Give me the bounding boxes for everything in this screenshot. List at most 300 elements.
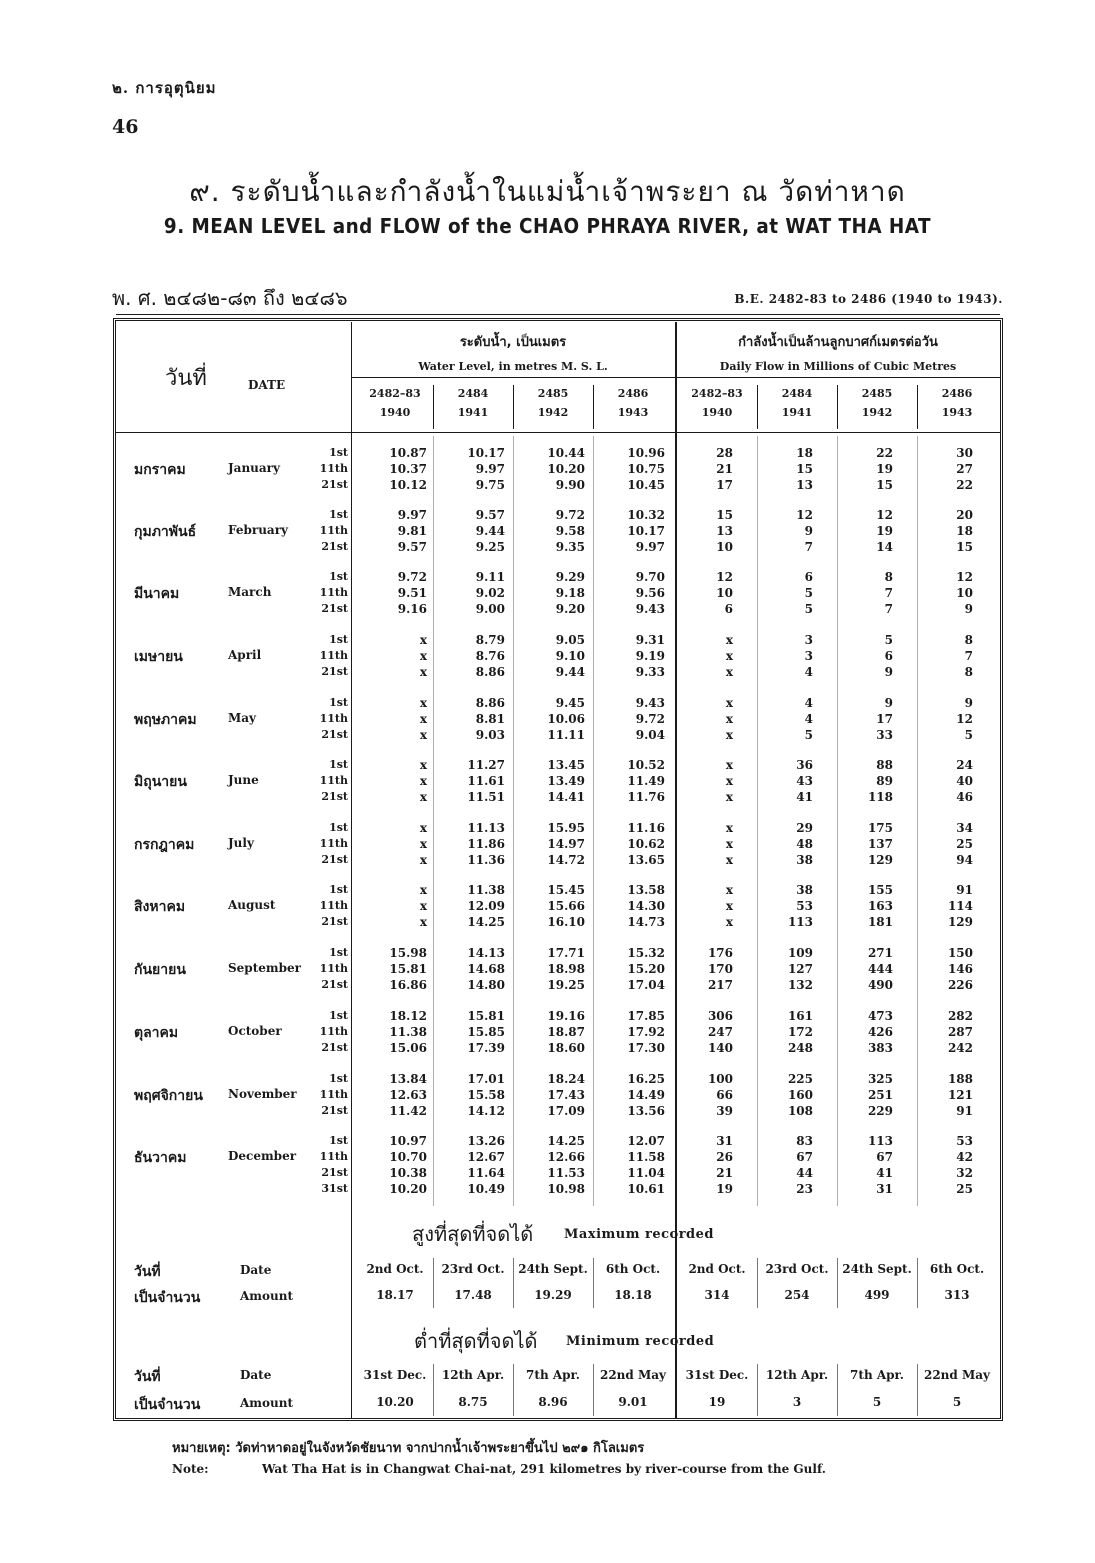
flow-value: 10 [716, 540, 733, 554]
level-value: 9.33 [635, 665, 665, 679]
flow-value: 83 [796, 1134, 813, 1148]
flow-value: 15 [716, 508, 733, 522]
running-head: ๒. การอุตุนิยม [112, 79, 217, 97]
maximum-flow-amount: 313 [944, 1288, 970, 1302]
maximum-flow-date: 6th Oct. [929, 1262, 985, 1276]
level-value: 10.06 [547, 712, 585, 726]
maximum-flow-date: 2nd Oct. [688, 1262, 746, 1276]
level-value: 10.32 [627, 508, 665, 522]
flow-header-en: Daily Flow in Millions of Cubic Metres [719, 360, 957, 373]
flow-value: 30 [956, 446, 973, 460]
level-value: 9.75 [475, 478, 505, 492]
flow-value: 66 [716, 1088, 733, 1102]
level-value: 15.20 [627, 962, 665, 976]
flow-value: 25 [956, 837, 973, 851]
flow-value: 41 [876, 1166, 893, 1180]
level-value: 10.75 [627, 462, 665, 476]
flow-value: 172 [787, 1025, 813, 1039]
level-value: 9.51 [397, 586, 427, 600]
flow-value: 31 [716, 1134, 733, 1148]
flow-value: 21 [716, 462, 733, 476]
flow-value: 20 [956, 508, 973, 522]
level-value: 9.43 [635, 602, 665, 616]
level-year-ce-header: 1941 [457, 406, 489, 419]
level-value: 16.25 [627, 1072, 665, 1086]
level-value: x [419, 649, 427, 663]
title-thai: ๙. ระดับน้ำและกำลังน้ำในแม่น้ำเจ้าพระยา ณ วัดท่าหาด [189, 175, 906, 208]
minimum-flow-amount: 3 [792, 1395, 802, 1409]
flow-value: 24 [956, 758, 973, 772]
flow-value: 4 [804, 712, 813, 726]
flow-year-be-header: 2482–83 [691, 387, 743, 400]
minimum-title-thai: ต่ำที่สุดที่จดได้ [414, 1329, 538, 1353]
level-value: 9.16 [397, 602, 427, 616]
month-name-thai: สิงหาคม [134, 899, 186, 915]
day-label: 11th [319, 462, 348, 475]
level-value: 11.16 [627, 821, 665, 835]
day-label: 11th [319, 712, 348, 725]
flow-value: 39 [716, 1104, 733, 1118]
flow-value: 67 [876, 1150, 893, 1164]
level-value: 9.00 [475, 602, 505, 616]
flow-value: 287 [947, 1025, 973, 1039]
minimum-level-amount: 9.01 [618, 1395, 648, 1409]
flow-value: 91 [956, 883, 973, 897]
level-value: 11.38 [467, 883, 505, 897]
level-value: 14.49 [627, 1088, 665, 1102]
day-label: 1st [329, 1134, 348, 1147]
flow-value: 5 [884, 633, 893, 647]
level-value: 9.57 [475, 508, 505, 522]
month-name-en: August [228, 898, 276, 912]
flow-value: 9 [884, 696, 893, 710]
level-value: 17.01 [467, 1072, 505, 1086]
level-value: 12.67 [467, 1150, 505, 1164]
level-value: 9.31 [635, 633, 665, 647]
flow-value: 28 [716, 446, 733, 460]
level-value: 9.97 [475, 462, 505, 476]
minimum-flow-date: 22nd May [923, 1368, 991, 1382]
level-value: 15.58 [467, 1088, 505, 1102]
flow-value: 161 [787, 1009, 813, 1023]
flow-value: 225 [787, 1072, 813, 1086]
day-label: 21st [321, 665, 348, 678]
flow-value: 137 [867, 837, 893, 851]
flow-value: 27 [956, 462, 973, 476]
level-value: 11.49 [627, 774, 665, 788]
day-label: 11th [319, 837, 348, 850]
flow-value: 32 [956, 1166, 973, 1180]
level-header-en: Water Level, in metres M. S. L. [418, 360, 608, 373]
flow-value: 91 [956, 1104, 973, 1118]
maximum-flow-date: 23rd Oct. [765, 1262, 829, 1276]
maximum-title-en: Maximum recorded [564, 1227, 714, 1242]
minimum-flow-amount: 19 [708, 1395, 726, 1409]
flow-year-ce-header: 1943 [941, 406, 973, 419]
level-value: 10.38 [389, 1166, 427, 1180]
maximum-date-label-thai: วันที่ [134, 1264, 161, 1280]
level-value: 8.86 [475, 665, 505, 679]
flow-value: 94 [956, 853, 973, 867]
flow-value: 226 [947, 978, 973, 992]
level-value: 13.84 [389, 1072, 427, 1086]
level-value: x [419, 899, 427, 913]
minimum-flow-amount: 5 [952, 1395, 962, 1409]
flow-value: x [725, 696, 733, 710]
flow-value: 31 [876, 1182, 893, 1196]
minimum-level-amount: 8.96 [538, 1395, 568, 1409]
minimum-level-date: 22nd May [599, 1368, 667, 1382]
month-name-thai: กันยายน [134, 962, 186, 978]
flow-value: 33 [876, 728, 893, 742]
level-value: 11.36 [467, 853, 505, 867]
level-value: 15.81 [389, 962, 427, 976]
flow-value: 188 [947, 1072, 973, 1086]
flow-year-ce-header: 1940 [701, 406, 733, 419]
day-label: 1st [329, 758, 348, 771]
level-value: 8.76 [475, 649, 505, 663]
flow-value: 4 [804, 665, 813, 679]
month-name-thai: มกราคม [134, 462, 186, 478]
level-value: 9.25 [475, 540, 505, 554]
flow-value: 89 [876, 774, 893, 788]
level-value: 15.98 [389, 946, 427, 960]
month-name-thai: พฤศจิกายน [134, 1088, 203, 1104]
level-value: 9.04 [635, 728, 665, 742]
level-value: 17.71 [547, 946, 585, 960]
level-value: 18.24 [547, 1072, 585, 1086]
level-value: 16.86 [389, 978, 427, 992]
flow-year-ce-header: 1942 [861, 406, 893, 419]
flow-value: 6 [804, 570, 813, 584]
flow-value: x [725, 899, 733, 913]
maximum-level-date: 2nd Oct. [366, 1262, 424, 1276]
level-value: 9.29 [555, 570, 585, 584]
flow-value: 38 [796, 853, 813, 867]
minimum-title-en: Minimum recorded [566, 1334, 715, 1349]
day-label: 1st [329, 508, 348, 521]
flow-value: 53 [956, 1134, 973, 1148]
level-value: 9.44 [475, 524, 505, 538]
level-value: x [419, 853, 427, 867]
level-value: 11.58 [627, 1150, 665, 1164]
level-value: 10.97 [389, 1134, 427, 1148]
minimum-level-date: 7th Apr. [526, 1368, 580, 1382]
level-value: x [419, 915, 427, 929]
flow-value: x [725, 915, 733, 929]
flow-value: 21 [716, 1166, 733, 1180]
maximum-amount-label-thai: เป็นจำนวน [134, 1290, 201, 1306]
flow-value: 15 [796, 462, 813, 476]
level-value: 14.80 [467, 978, 505, 992]
level-value: 9.44 [555, 665, 585, 679]
level-value: x [419, 728, 427, 742]
flow-value: 29 [796, 821, 813, 835]
level-value: 8.79 [475, 633, 505, 647]
day-label: 1st [329, 883, 348, 896]
level-year-be-header: 2482–83 [369, 387, 421, 400]
flow-value: 7 [804, 540, 813, 554]
level-value: 11.86 [467, 837, 505, 851]
month-name-thai: ธันวาคม [134, 1150, 187, 1166]
flow-value: 40 [956, 774, 973, 788]
level-value: 17.43 [547, 1088, 585, 1102]
flow-value: 18 [956, 524, 973, 538]
flow-year-be-header: 2486 [941, 387, 973, 400]
flow-value: 13 [796, 478, 813, 492]
level-value: 17.30 [627, 1041, 665, 1055]
flow-value: 9 [804, 524, 813, 538]
flow-value: x [725, 883, 733, 897]
flow-year-be-header: 2484 [781, 387, 813, 400]
flow-value: 9 [884, 665, 893, 679]
level-value: 18.60 [547, 1041, 585, 1055]
day-label: 21st [321, 602, 348, 615]
maximum-date-label-en: Date [240, 1263, 272, 1277]
level-value: 10.98 [547, 1182, 585, 1196]
level-value: 9.19 [635, 649, 665, 663]
level-value: 17.85 [627, 1009, 665, 1023]
flow-value: 41 [796, 790, 813, 804]
flow-value: 5 [804, 602, 813, 616]
year-divider [757, 385, 758, 429]
year-divider [917, 385, 918, 429]
level-value: 12.09 [467, 899, 505, 913]
flow-value: 127 [787, 962, 813, 976]
level-value: 10.44 [547, 446, 585, 460]
flow-value: 7 [884, 602, 893, 616]
maximum-flow-amount: 254 [784, 1288, 810, 1302]
level-value: 17.39 [467, 1041, 505, 1055]
level-value: 9.81 [397, 524, 427, 538]
level-value: 14.25 [467, 915, 505, 929]
flow-value: 17 [876, 712, 893, 726]
flow-value: 42 [956, 1150, 973, 1164]
month-name-en: October [228, 1024, 282, 1038]
level-value: 9.57 [397, 540, 427, 554]
level-value: 15.85 [467, 1025, 505, 1039]
flow-value: 175 [867, 821, 893, 835]
level-value: 14.73 [627, 915, 665, 929]
minimum-flow-date: 12th Apr. [765, 1368, 829, 1382]
level-value: 15.95 [547, 821, 585, 835]
level-value: 9.03 [475, 728, 505, 742]
month-name-thai: กรกฎาคม [134, 837, 195, 853]
flow-value: 17 [716, 478, 733, 492]
level-value: 16.10 [547, 915, 585, 929]
flow-value: 19 [716, 1182, 733, 1196]
day-label: 21st [321, 978, 348, 991]
level-value: 10.96 [627, 446, 665, 460]
day-label: 11th [319, 1025, 348, 1038]
title-english: 9. MEAN LEVEL and FLOW of the CHAO PHRAYA RIVER, at WAT THA HAT [163, 214, 932, 238]
flow-value: x [725, 665, 733, 679]
level-value: 9.70 [635, 570, 665, 584]
month-name-en: July [228, 836, 254, 850]
level-value: 15.81 [467, 1009, 505, 1023]
level-value: 10.20 [547, 462, 585, 476]
level-header-thai: ระดับน้ำ, เป็นเมตร [459, 335, 567, 350]
level-value: 11.11 [547, 728, 585, 742]
flow-value: 18 [796, 446, 813, 460]
flow-value: 426 [867, 1025, 893, 1039]
level-value: 10.45 [627, 478, 665, 492]
flow-value: 9 [964, 696, 973, 710]
flow-value: 19 [876, 462, 893, 476]
flow-value: 271 [867, 946, 893, 960]
day-label: 21st [321, 1041, 348, 1054]
level-value: 13.58 [627, 883, 665, 897]
flow-value: 306 [707, 1009, 733, 1023]
flow-value: x [725, 712, 733, 726]
flow-value: 108 [787, 1104, 813, 1118]
flow-value: 10 [956, 586, 973, 600]
level-value: 12.66 [547, 1150, 585, 1164]
flow-value: 444 [867, 962, 893, 976]
level-value: 13.65 [627, 853, 665, 867]
flow-value: 7 [964, 649, 973, 663]
year-divider [593, 385, 594, 429]
level-value: 19.25 [547, 978, 585, 992]
flow-value: 12 [956, 712, 973, 726]
level-value: 8.81 [475, 712, 505, 726]
month-name-thai: เมษายน [134, 649, 183, 665]
maximum-level-amount: 17.48 [454, 1288, 492, 1302]
day-label: 11th [319, 1088, 348, 1101]
flow-value: 181 [867, 915, 893, 929]
flow-value: 251 [867, 1088, 893, 1102]
flow-value: 129 [867, 853, 893, 867]
flow-value: x [725, 728, 733, 742]
level-value: 9.11 [475, 570, 505, 584]
month-name-en: November [228, 1087, 297, 1101]
flow-value: x [725, 821, 733, 835]
level-value: x [419, 774, 427, 788]
minimum-flow-amount: 5 [872, 1395, 882, 1409]
flow-value: x [725, 758, 733, 772]
flow-value: 176 [707, 946, 733, 960]
flow-value: 247 [707, 1025, 733, 1039]
maximum-level-date: 6th Oct. [605, 1262, 661, 1276]
level-value: 9.97 [635, 540, 665, 554]
level-value: 9.56 [635, 586, 665, 600]
flow-value: 14 [876, 540, 893, 554]
header-rule-bottom [116, 432, 1001, 433]
level-value: 18.87 [547, 1025, 585, 1039]
level-value: 14.30 [627, 899, 665, 913]
flow-value: 113 [867, 1134, 893, 1148]
flow-value: 150 [947, 946, 973, 960]
year-divider [513, 385, 514, 429]
flow-header-thai: กำลังน้ำเป็นล้านลูกบาศก์เมตรต่อวัน [738, 335, 938, 350]
level-year-ce-header: 1940 [379, 406, 411, 419]
month-name-en: May [228, 711, 257, 725]
level-value: 13.56 [627, 1104, 665, 1118]
level-value: 15.06 [389, 1041, 427, 1055]
level-value: 11.27 [467, 758, 505, 772]
minimum-date-label-thai: วันที่ [134, 1369, 161, 1385]
level-value: 14.72 [547, 853, 585, 867]
period-english: B.E. 2482-83 to 2486 (1940 to 1943). [734, 292, 1003, 306]
minimum-level-amount: 8.75 [458, 1395, 488, 1409]
level-value: 17.04 [627, 978, 665, 992]
level-value: 9.72 [555, 508, 585, 522]
level-value: 11.61 [467, 774, 505, 788]
level-value: 9.10 [555, 649, 585, 663]
date-header-thai: วันที่ [165, 366, 207, 391]
flow-value: 43 [796, 774, 813, 788]
month-name-thai: กุมภาพันธ์ [134, 524, 197, 540]
flow-value: 100 [707, 1072, 733, 1086]
minimum-date-label-en: Date [240, 1368, 272, 1382]
page-number: 46 [112, 116, 139, 138]
level-value: 11.64 [467, 1166, 505, 1180]
note-english: Wat Tha Hat is in Changwat Chai-nat, 291 kilometres by river-course from the Gulf. [262, 1462, 826, 1476]
flow-value: x [725, 837, 733, 851]
day-label: 11th [319, 586, 348, 599]
level-value: 11.76 [627, 790, 665, 804]
flow-value: 3 [804, 649, 813, 663]
maximum-amount-label-en: Amount [240, 1289, 294, 1303]
maximum-flow-date: 24th Sept. [842, 1262, 912, 1276]
day-label: 21st [321, 1104, 348, 1117]
flow-value: 118 [867, 790, 893, 804]
day-label: 11th [319, 774, 348, 787]
flow-value: 6 [724, 602, 733, 616]
level-value: 10.12 [389, 478, 427, 492]
day-label: 21st [321, 790, 348, 803]
level-value: 10.37 [389, 462, 427, 476]
level-value: 18.98 [547, 962, 585, 976]
level-value: 11.38 [389, 1025, 427, 1039]
level-value: 11.51 [467, 790, 505, 804]
year-divider [837, 385, 838, 429]
level-value: x [419, 790, 427, 804]
flow-value: 15 [876, 478, 893, 492]
level-value: 11.53 [547, 1166, 585, 1180]
flow-value: 22 [956, 478, 973, 492]
month-name-en: March [228, 585, 272, 599]
flow-value: 282 [947, 1009, 973, 1023]
maximum-level-amount: 18.17 [376, 1288, 414, 1302]
level-value: 8.86 [475, 696, 505, 710]
level-value: 18.12 [389, 1009, 427, 1023]
maximum-level-date: 24th Sept. [518, 1262, 588, 1276]
flow-value: 8 [964, 633, 973, 647]
level-value: 9.90 [555, 478, 585, 492]
level-value: 10.61 [627, 1182, 665, 1196]
level-value: 9.20 [555, 602, 585, 616]
maximum-flow-amount: 499 [864, 1288, 890, 1302]
month-name-en: January [228, 461, 280, 475]
flow-value: 248 [787, 1041, 813, 1055]
day-label: 11th [319, 524, 348, 537]
level-value: 17.09 [547, 1104, 585, 1118]
month-name-en: September [228, 961, 301, 975]
flow-value: 325 [867, 1072, 893, 1086]
level-year-ce-header: 1942 [537, 406, 569, 419]
day-label: 1st [329, 1072, 348, 1085]
note-label: Note: [172, 1462, 209, 1476]
flow-value: 5 [964, 728, 973, 742]
level-value: 17.92 [627, 1025, 665, 1039]
header-rule-top [351, 377, 1001, 378]
level-year-be-header: 2484 [457, 387, 489, 400]
level-value: 15.66 [547, 899, 585, 913]
flow-value: 4 [804, 696, 813, 710]
flow-value: 140 [707, 1041, 733, 1055]
flow-value: x [725, 853, 733, 867]
